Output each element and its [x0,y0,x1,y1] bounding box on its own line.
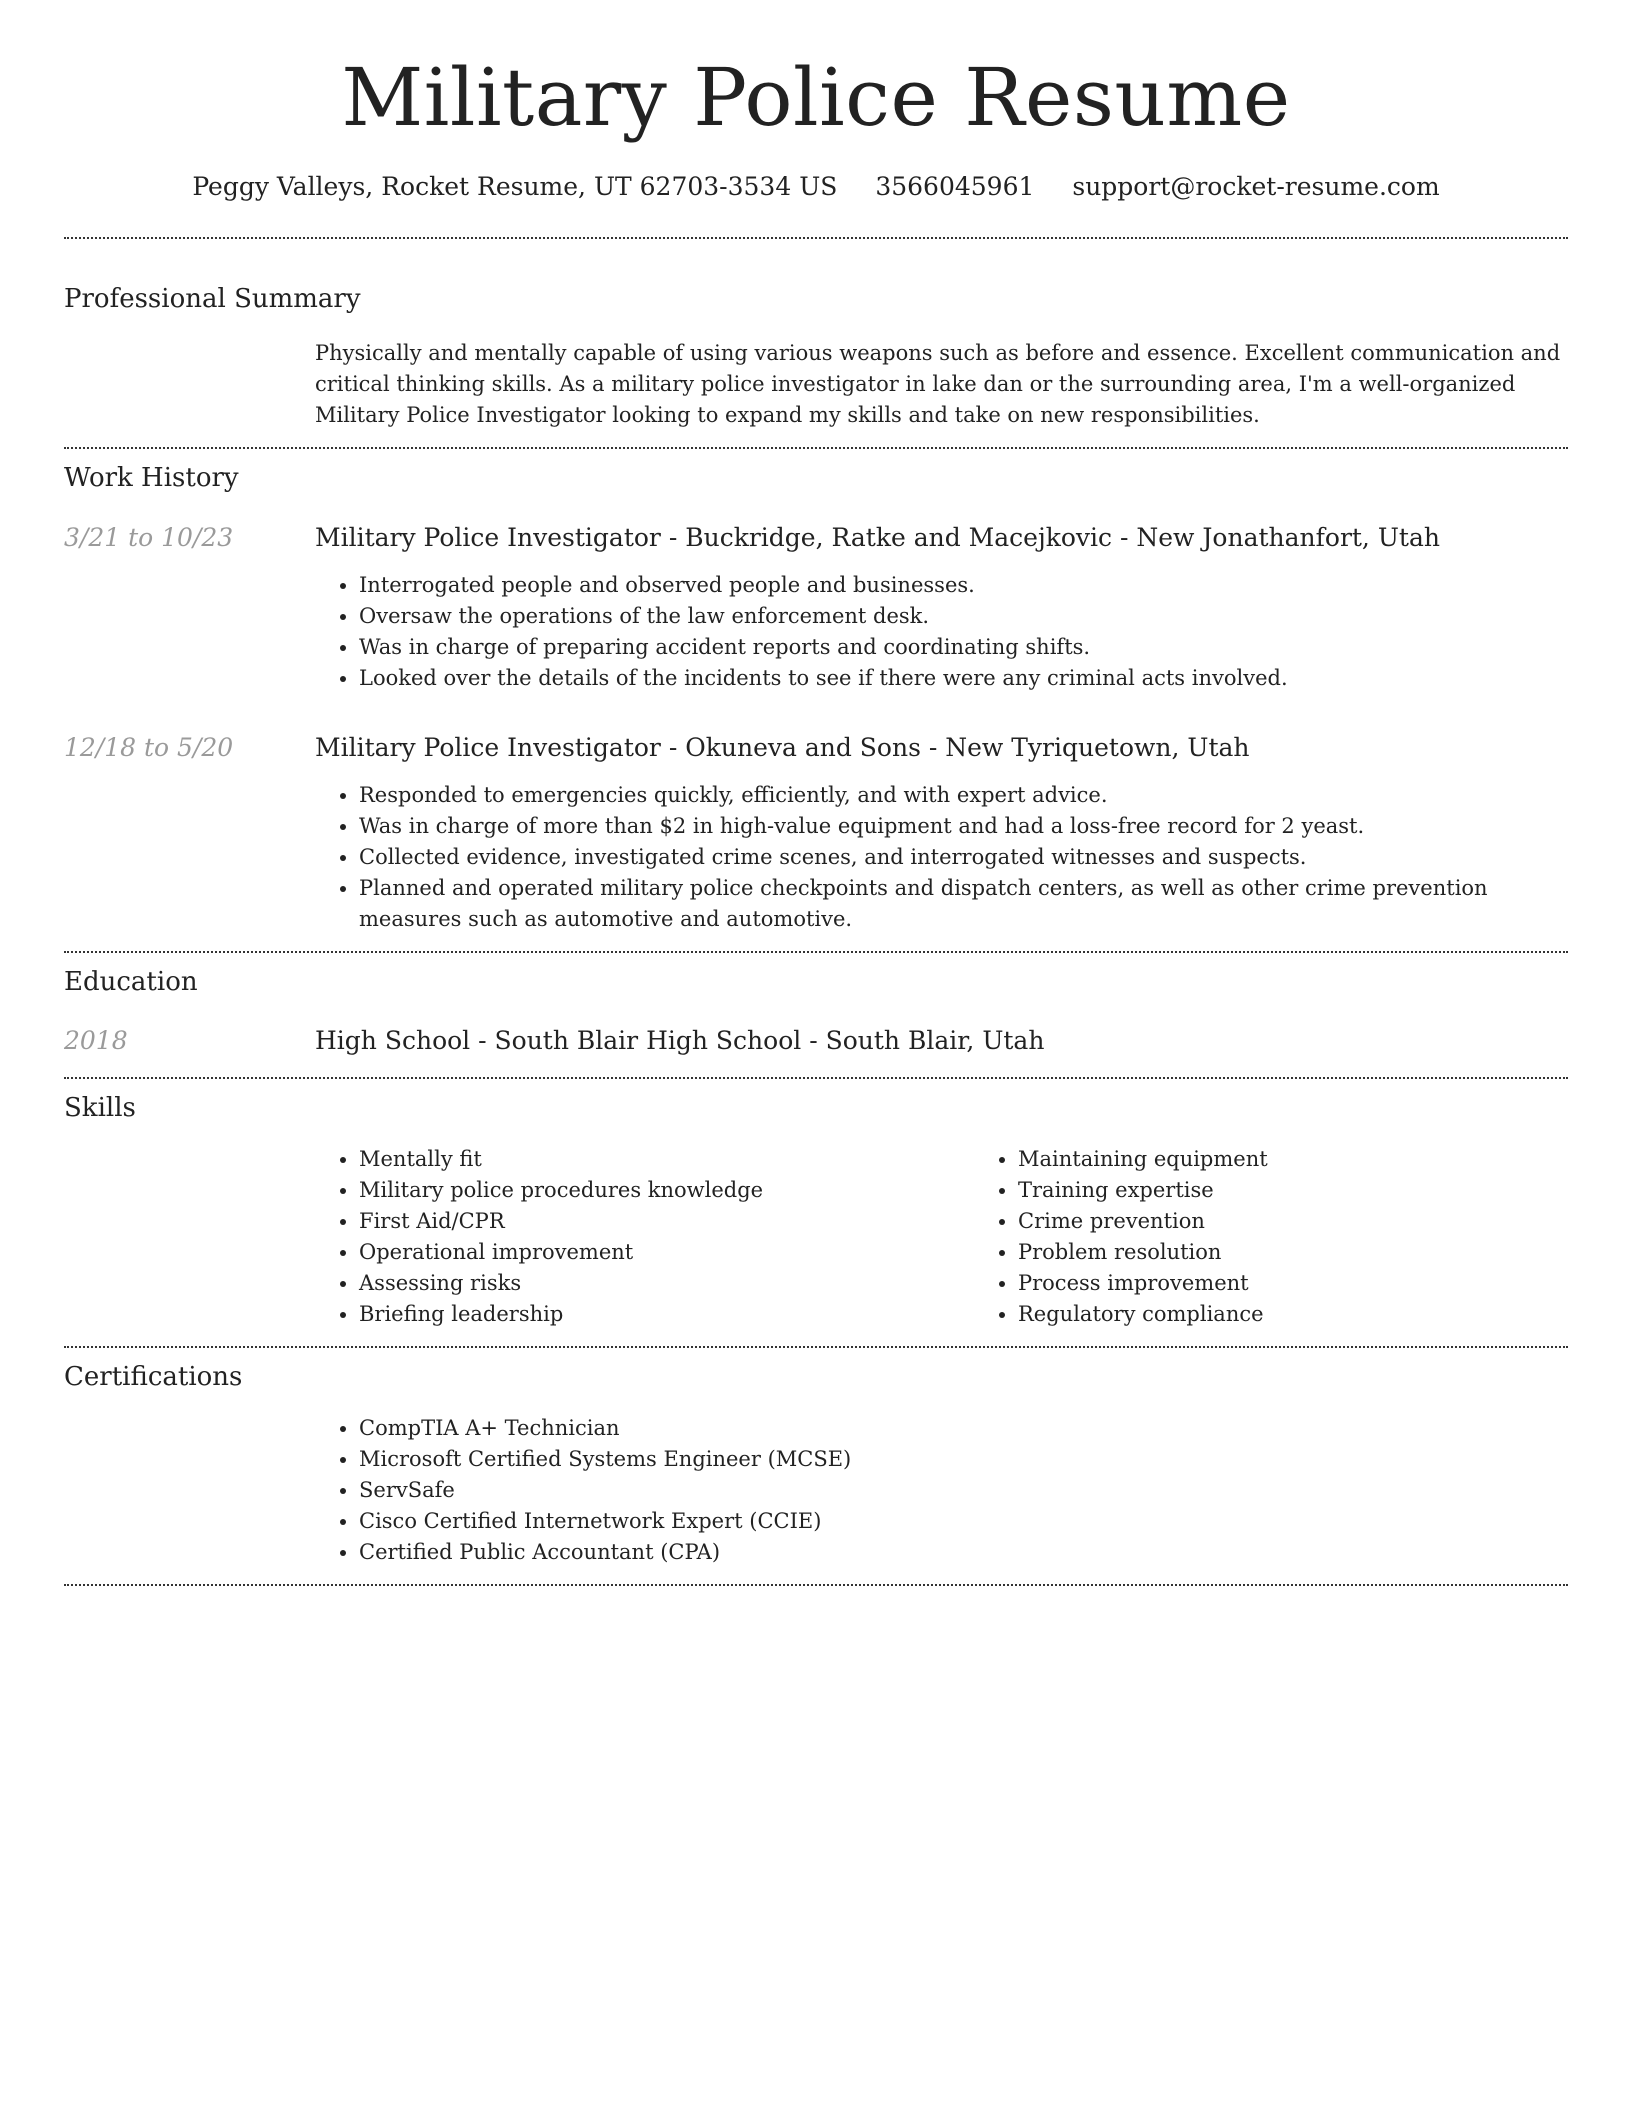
contact-line [64,172,1568,201]
skills-heading: Skills [64,1093,136,1123]
summary-heading: Professional Summary [64,284,361,314]
education-heading: Education [64,967,198,997]
certification-item: • Cisco Certified Internetwork Expert (CCIE) [359,1506,1568,1537]
job-dates: 12/18 to 5/20 [64,733,234,762]
divider [64,1077,1568,1079]
degree: High School [315,1026,471,1055]
skill-item: • Maintaining equipment [1018,1144,1632,1175]
certifications-heading: Certifications [64,1362,243,1392]
certification-item: • Certified Public Accountant (CPA) [359,1537,1568,1568]
skill-item: • Mentally fit [359,1144,974,1175]
list-item: • Collected evidence, investigated crime scenes, and interrogated witnesses and suspects. [359,842,1568,873]
skills-list-left [315,1144,974,1330]
job-details: - Buckridge, Ratke and Macejkovic - New Jonathanfort, Utah [660,523,1440,552]
job-details: - Okuneva and Sons - New Tyriquetown, Utah [660,733,1250,762]
certifications-list [315,1413,1568,1568]
job-heading [315,525,1568,550]
skill-item: • Briefing leadership [359,1299,974,1330]
education-entry [64,1028,1568,1053]
skills-list-right [974,1144,1632,1330]
contact-phone: 3566045961 [875,172,1035,201]
job-entry [64,735,1568,935]
job-bullets [315,780,1568,935]
skill-item: • Regulatory compliance [1018,1299,1632,1330]
job-bullets [315,570,1568,694]
school-details: - South Blair High School - South Blair, Utah [470,1026,1045,1055]
skill-item: • Operational improvement [359,1237,974,1268]
divider [64,237,1568,239]
skill-item: • Crime prevention [1018,1206,1632,1237]
education-heading-line [315,1028,1568,1053]
divider [64,951,1568,953]
divider [64,1346,1568,1348]
certifications-section [64,1364,1568,1568]
job-dates: 3/21 to 10/23 [64,523,234,552]
certification-item: • ServSafe [359,1475,1568,1506]
list-item: • Oversaw the operations of the law enforcement desk. [359,601,1568,632]
skill-item: • Problem resolution [1018,1237,1632,1268]
list-item: • Planned and operated military police checkpoints and dispatch centers, as well as other crime prevention measures such as automotive and automotive. [359,873,1568,935]
job-entry [64,525,1568,694]
education-year: 2018 [64,1026,128,1055]
skill-item: • Training expertise [1018,1175,1632,1206]
certification-item: • CompTIA A+ Technician [359,1413,1568,1444]
list-item: • Looked over the details of the incidents to see if there were any criminal acts involved. [359,663,1568,694]
job-title: Military Police Investigator [315,523,661,552]
resume-title: Military Police Resume [341,51,1291,144]
job-title: Military Police Investigator [315,733,661,762]
skill-item: • Assessing risks [359,1268,974,1299]
divider [64,447,1568,449]
contact-email: support@rocket-resume.com [1072,172,1440,201]
list-item: • Interrogated people and observed people and businesses. [359,570,1568,601]
skill-item: • First Aid/CPR [359,1206,974,1237]
certification-item: • Microsoft Certified Systems Engineer (MCSE) [359,1444,1568,1475]
summary-text: Physically and mentally capable of using various weapons such as before and essence. Excellent communication and critical thinking skills. As a military police investigator in lake dan or the surrounding area, I'm a well-organized Military Police Investigator looking to expand my skills and take on new responsibilities. [315,341,1561,427]
resume-page [64,0,1568,1586]
work-history-heading: Work History [64,463,239,493]
job-heading [315,735,1568,760]
skill-item: • Process improvement [1018,1268,1632,1299]
list-item: • Was in charge of more than $2 in high-value equipment and had a loss-free record for 2 yeast. [359,811,1568,842]
contact-address: Peggy Valleys, Rocket Resume, UT 62703-3534 US [192,172,838,201]
list-item: • Responded to emergencies quickly, efficiently, and with expert advice. [359,780,1568,811]
divider [64,1584,1568,1586]
skill-item: • Military police procedures knowledge [359,1175,974,1206]
summary-section [64,286,1568,431]
skills-section [64,1095,1568,1330]
work-history-section [64,465,1568,935]
education-section [64,969,1568,1053]
list-item: • Was in charge of preparing accident reports and coordinating shifts. [359,632,1568,663]
